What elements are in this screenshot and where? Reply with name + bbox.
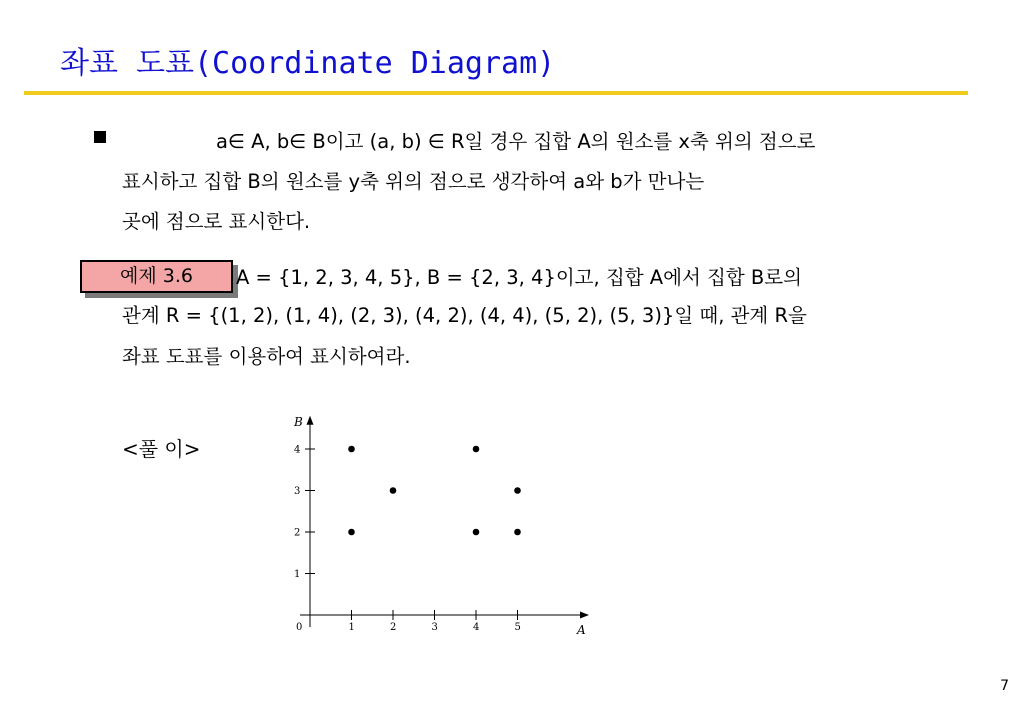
- page-title: 좌표 도표(Coordinate Diagram): [60, 46, 556, 81]
- definition-line-2: 표시하고 집합 B의 원소를 y축 위의 점으로 생각하여 a와 b가 만나는: [122, 170, 705, 193]
- chart-ticks: [294, 445, 521, 634]
- example-line-3: 좌표 도표를 이용하여 표시하여라.: [122, 345, 411, 368]
- y-axis-label: B: [294, 414, 303, 429]
- origin-label: 0: [296, 622, 303, 633]
- point-5-2: [514, 529, 521, 536]
- x-tick-label-5: 5: [514, 622, 521, 633]
- example-line-1: A = {1, 2, 3, 4, 5}, B = {2, 3, 4}이고, 집합 A에서 집합 B로의: [236, 266, 802, 289]
- page-number: 7: [1000, 678, 1009, 694]
- y-axis-arrow: [307, 416, 314, 425]
- definition-line-1: a∈ A, b∈ B이고 (a, b) ∈ R일 경우 집합 A의 원소를 x축 위의 점으로: [216, 130, 816, 153]
- x-axis-arrow: [580, 612, 589, 619]
- y-tick-label-1: 1: [294, 569, 301, 580]
- coordinate-diagram: [270, 390, 586, 640]
- bullet-square: [94, 131, 106, 143]
- title-underline: [24, 91, 968, 95]
- example-line-2: 관계 R = {(1, 2), (1, 4), (2, 3), (4, 2), (4, 4), (5, 2), (5, 3)}일 때, 관계 R을: [122, 304, 807, 327]
- definition-line-3: 곳에 점으로 표시한다.: [122, 210, 311, 233]
- x-axis-label: A: [577, 623, 586, 637]
- point-4-4: [473, 446, 480, 453]
- point-2-3: [390, 487, 397, 494]
- example-label-box: 예제 3.6: [80, 260, 233, 293]
- x-tick-label-4: 4: [473, 622, 480, 633]
- chart-points: [348, 446, 521, 536]
- y-tick-label-4: 4: [294, 444, 301, 456]
- y-tick-label-2: 2: [294, 527, 301, 539]
- y-tick-label-3: 3: [294, 486, 301, 497]
- x-tick-label-1: 1: [348, 622, 355, 633]
- point-4-2: [473, 529, 480, 536]
- point-1-2: [348, 529, 355, 536]
- x-tick-label-3: 3: [431, 622, 438, 633]
- solution-label: <풀 이>: [122, 437, 201, 461]
- point-1-4: [348, 446, 355, 453]
- point-5-3: [514, 487, 521, 494]
- chart-axes: [293, 415, 589, 637]
- x-tick-label-2: 2: [390, 622, 397, 633]
